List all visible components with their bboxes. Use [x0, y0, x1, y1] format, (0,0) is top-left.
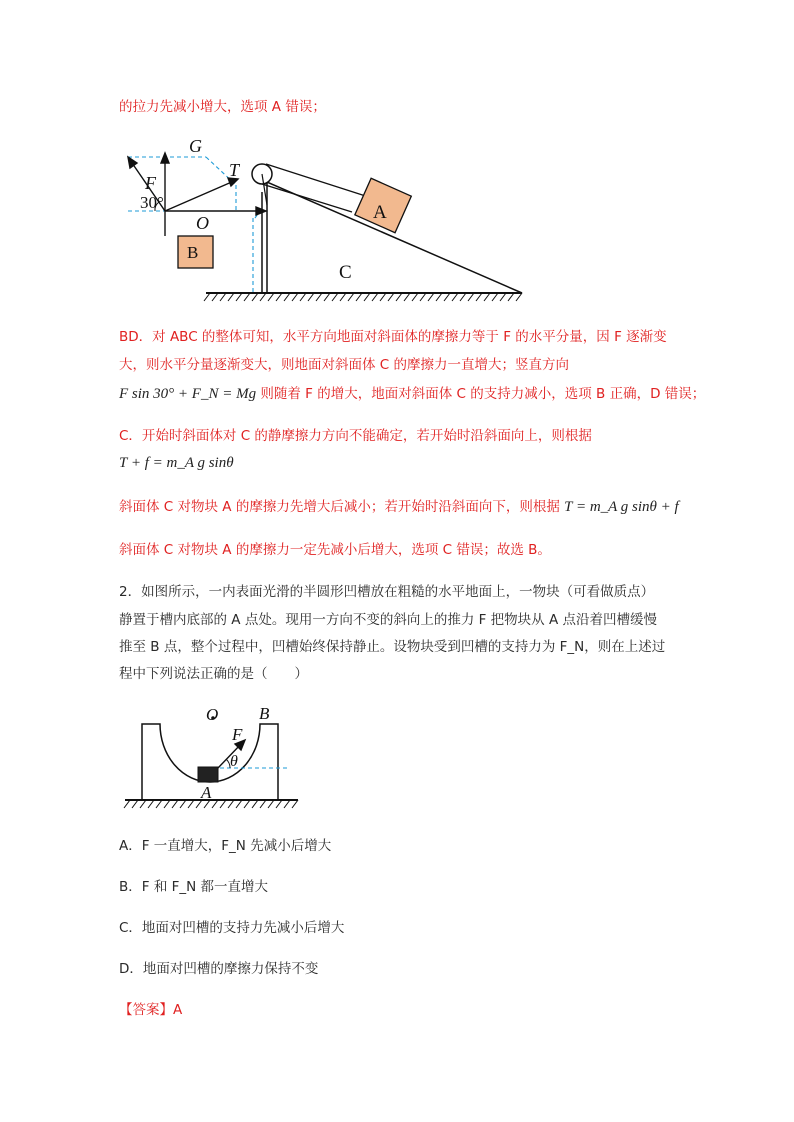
label-theta: θ — [230, 753, 238, 770]
label-30deg: 30° — [140, 193, 164, 212]
label-O-2: O — [206, 705, 219, 724]
label-F: F — [145, 173, 156, 193]
option-c: C．地面对凹槽的支持力先减小后增大 — [119, 920, 345, 936]
label-F-2: F — [232, 725, 243, 744]
bd-line-3 — [119, 384, 705, 404]
c-line-2-text: 斜面体 C 对物块 A 的摩擦力先增大后减小；若开始时沿斜面向下，则根据 — [119, 499, 560, 515]
bd-line-3-text: 则随着 F 的增大，地面对斜面体 C 的支持力减小，选项 B 正确，D 错误； — [260, 386, 706, 402]
figure-1-force-diagram — [110, 130, 540, 310]
question-line-4: 程中下列说法正确的是（ ） — [119, 666, 308, 682]
question-line-3: 推至 B 点，整个过程中，凹槽始终保持静止。设物块受到凹槽的支持力为 F_N，则在上述过 — [119, 639, 666, 655]
label-O: O — [196, 213, 209, 233]
option-d: D．地面对凹槽的摩擦力保持不变 — [119, 961, 319, 977]
label-A-2: A — [201, 783, 212, 802]
label-G: G — [189, 136, 202, 156]
bd-line-1: BD．对 ABC 的整体可知，水平方向地面对斜面体的摩擦力等于 F 的水平分量，因 F 逐渐变 — [119, 329, 667, 345]
figure-2-groove-diagram — [120, 700, 300, 810]
label-A: A — [373, 202, 387, 223]
c-line-2 — [119, 497, 679, 517]
bd-line-2: 大，则水平分量逐渐变大，则地面对斜面体 C 的摩擦力一直增大；竖直方向 — [119, 357, 570, 373]
label-T: T — [229, 160, 240, 180]
option-b: B．F 和 F_N 都一直增大 — [119, 879, 269, 895]
label-C: C — [339, 262, 352, 283]
question-line-1: 2．如图所示，一内表面光滑的半圆形凹槽放在粗糙的水平地面上，一物块（可看做质点） — [119, 584, 655, 600]
answer: 【答案】A — [119, 1002, 183, 1018]
bd-equation: F sin 30° + F_N = Mg — [119, 386, 257, 402]
c-line-3: 斜面体 C 对物块 A 的摩擦力一定先减小后增大，选项 C 错误；故选 B。 — [119, 542, 551, 558]
c-equation-1: T + f = m_A g sinθ — [119, 455, 234, 471]
explanation-intro: 的拉力先减小增大，选项 A 错误； — [119, 99, 326, 115]
c-equation-2: T = m_A g sinθ + f — [564, 499, 679, 515]
label-B: B — [187, 243, 199, 262]
c-line-1: C．开始时斜面体对 C 的静摩擦力方向不能确定，若开始时沿斜面向上，则根据 — [119, 428, 592, 444]
question-line-2: 静置于槽内底部的 A 点处。现用一方向不变的斜向上的推力 F 把物块从 A 点沿着凹槽缓慢 — [119, 612, 657, 628]
label-B-2: B — [259, 704, 270, 723]
option-a: A．F 一直增大，F_N 先减小后增大 — [119, 838, 332, 854]
